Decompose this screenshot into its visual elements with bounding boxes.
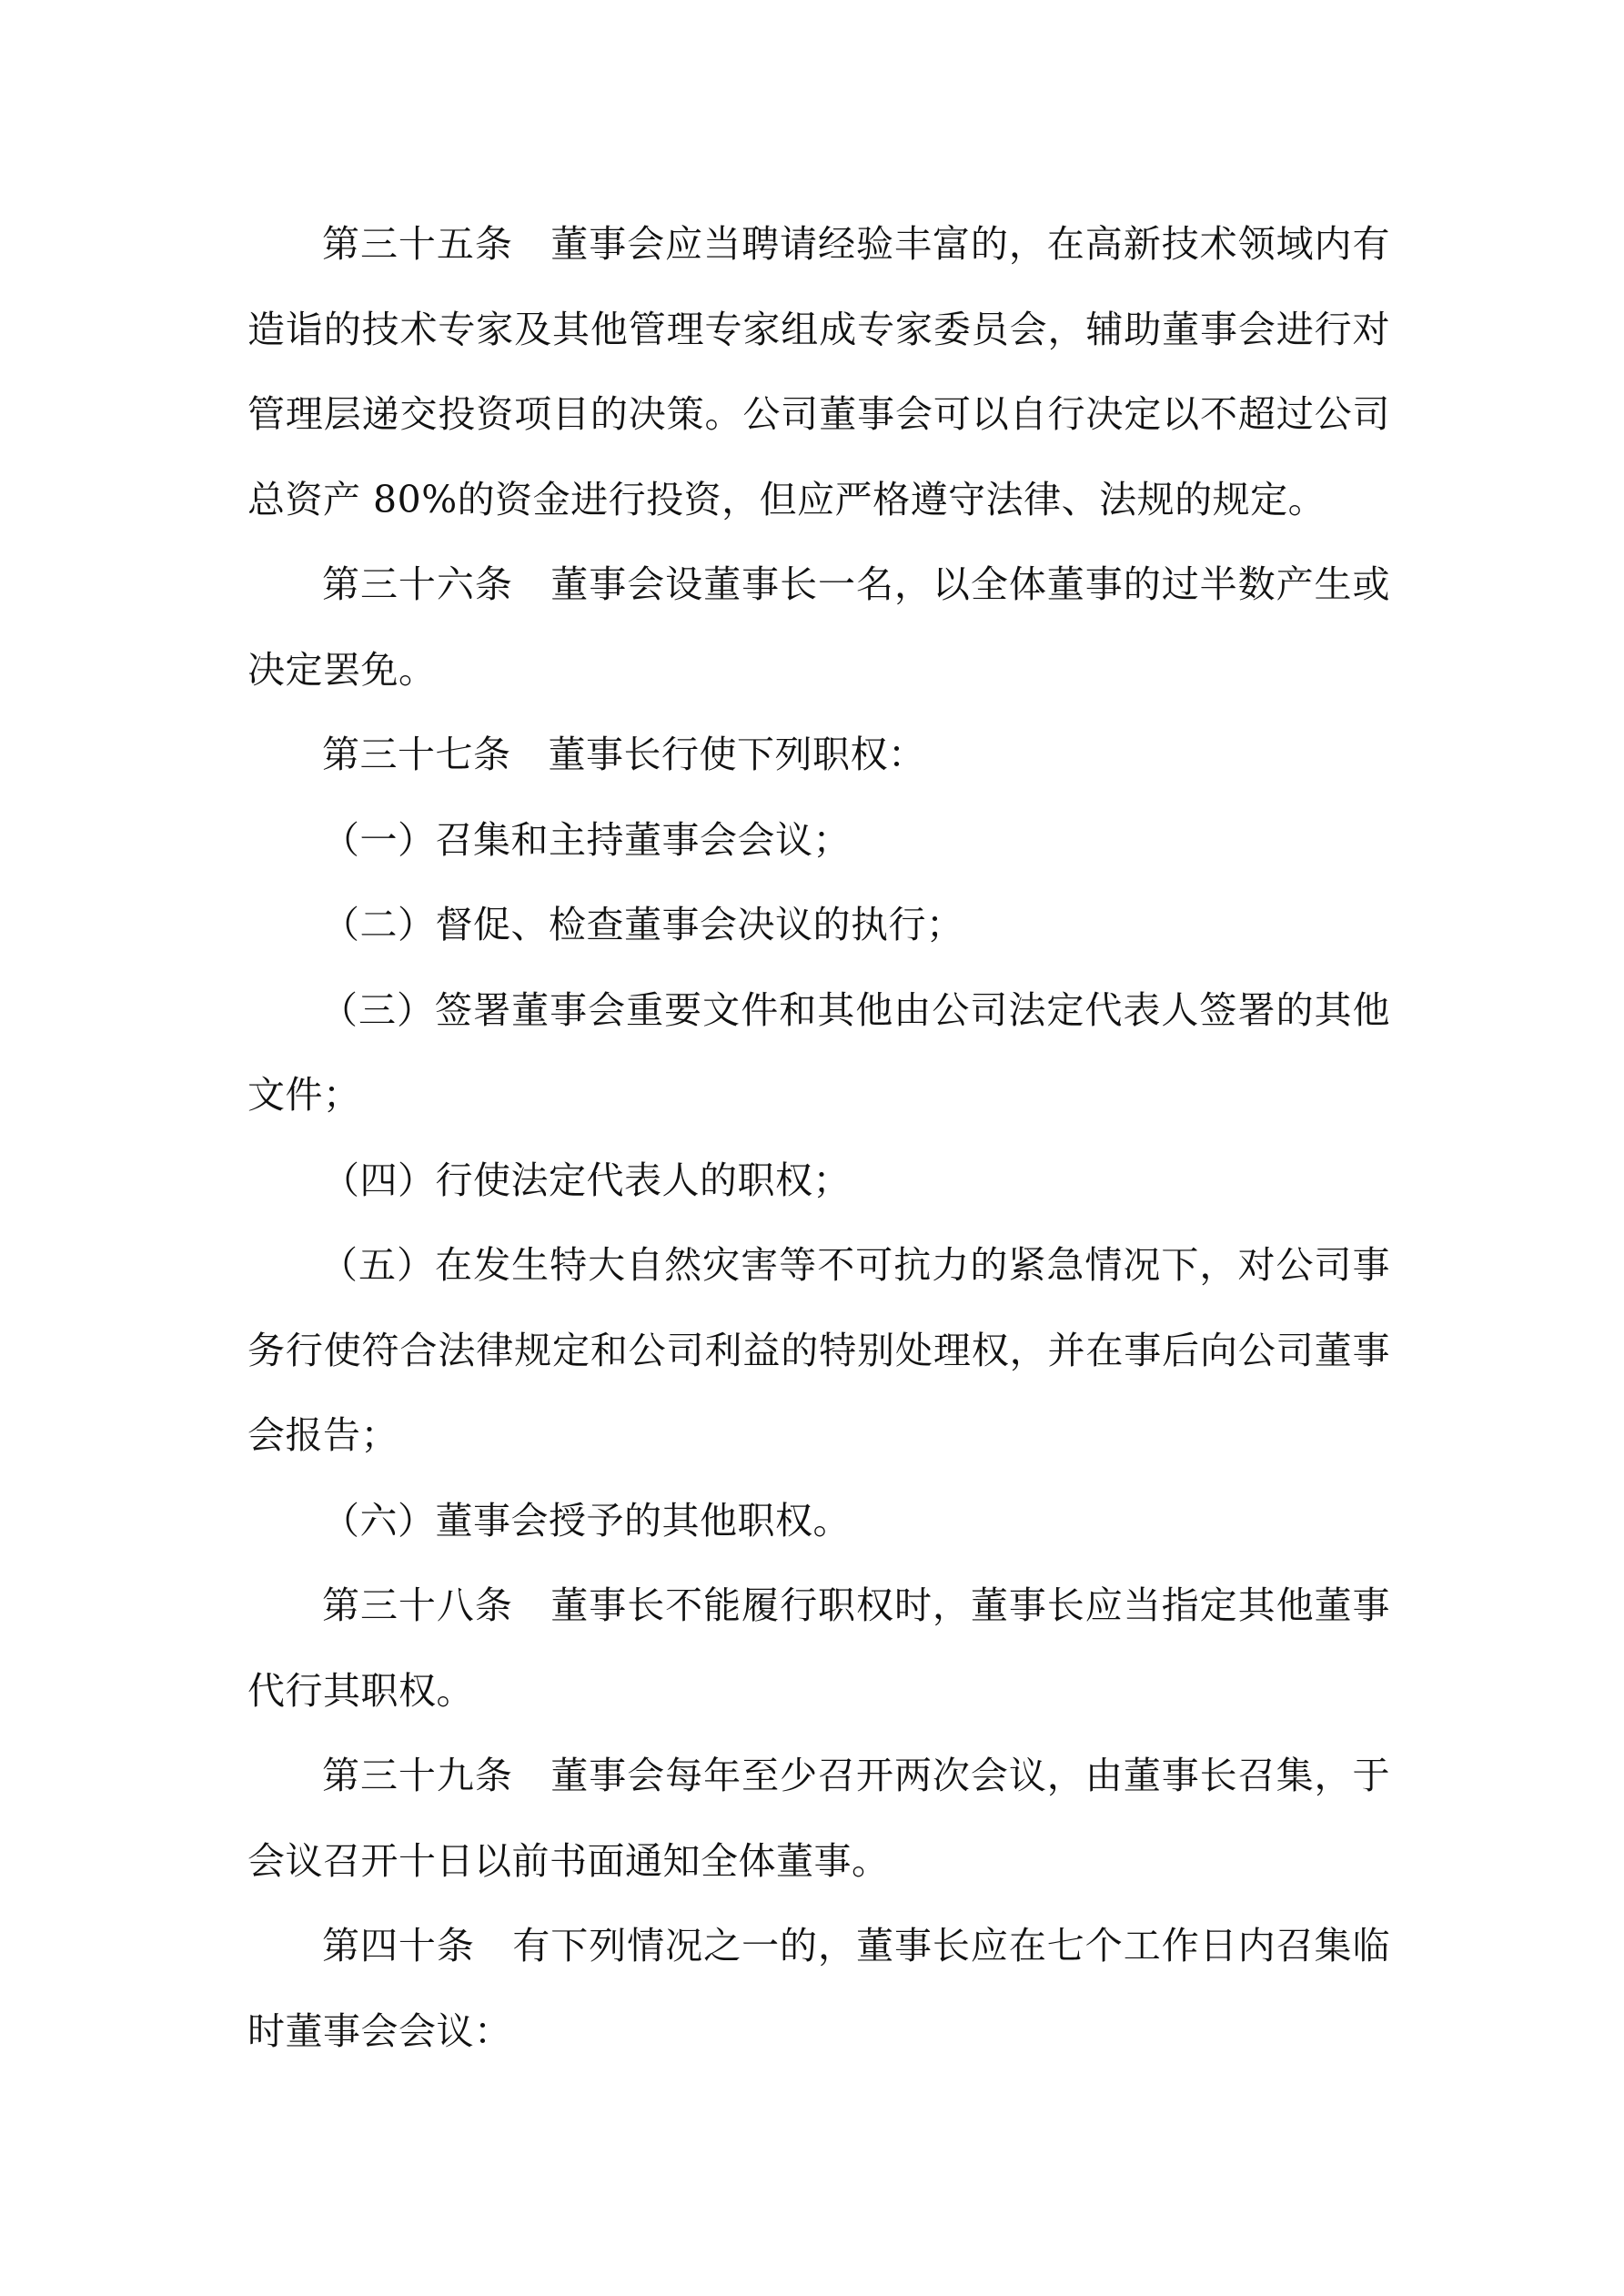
list-item-2: （二）督促、检查董事会决议的执行； bbox=[322, 903, 964, 946]
article-35 bbox=[247, 202, 1390, 542]
document-body bbox=[247, 202, 1390, 2074]
list-item-3: （三）签署董事会重要文件和其他由公司法定代表人签署的其他文件； bbox=[247, 987, 1390, 1117]
list-item-4: （四）行使法定代表人的职权； bbox=[322, 1158, 851, 1202]
article-39-text: 董事会每年至少召开两次会议，由董事长召集，于会议召开十日以前书面通知全体董事。 bbox=[247, 1754, 1391, 1883]
article-37 bbox=[247, 713, 1390, 798]
article-37-number: 第三十七条 bbox=[322, 733, 511, 776]
article-38 bbox=[247, 1563, 1390, 1734]
article-40 bbox=[247, 1904, 1390, 2074]
article-35-text: 董事会应当聘请经验丰富的，在高新技术领域内有造诣的技术专家及其他管理专家组成专家委员会，辅助董事会进行对管理层递交投资项目的决策。公司董事会可以自行决定以不超过公司总资产 80%的资金进行投资，但应严格遵守法律、法规的规定。 bbox=[247, 222, 1391, 521]
article-38-text: 董事长不能履行职权时，董事长应当指定其他董事代行其职权。 bbox=[247, 1583, 1391, 1713]
article-38-number: 第三十八条 bbox=[322, 1583, 513, 1627]
article-37-text: 董事长行使下列职权： bbox=[548, 733, 926, 776]
article-39-number: 第三十九条 bbox=[322, 1754, 513, 1797]
article-36-text: 董事会设董事长一名，以全体董事的过半数产生或决定罢免。 bbox=[247, 562, 1391, 692]
article-36 bbox=[247, 542, 1390, 713]
article-40-text: 有下列情况之一的，董事长应在七个工作日内召集临时董事会会议： bbox=[247, 1924, 1391, 2053]
list-item-5: （五）在发生特大自然灾害等不可抗力的紧急情况下，对公司事务行使符合法律规定和公司利益的特别处理权，并在事后向公司董事会报告； bbox=[247, 1243, 1390, 1457]
list-item-1: （一）召集和主持董事会会议； bbox=[322, 817, 851, 862]
list-item-6: （六）董事会授予的其他职权。 bbox=[322, 1498, 851, 1542]
article-39 bbox=[247, 1734, 1390, 1904]
article-40-number: 第四十条 bbox=[322, 1924, 475, 1967]
article-35-number: 第三十五条 bbox=[322, 222, 513, 266]
article-36-number: 第三十六条 bbox=[322, 562, 513, 606]
